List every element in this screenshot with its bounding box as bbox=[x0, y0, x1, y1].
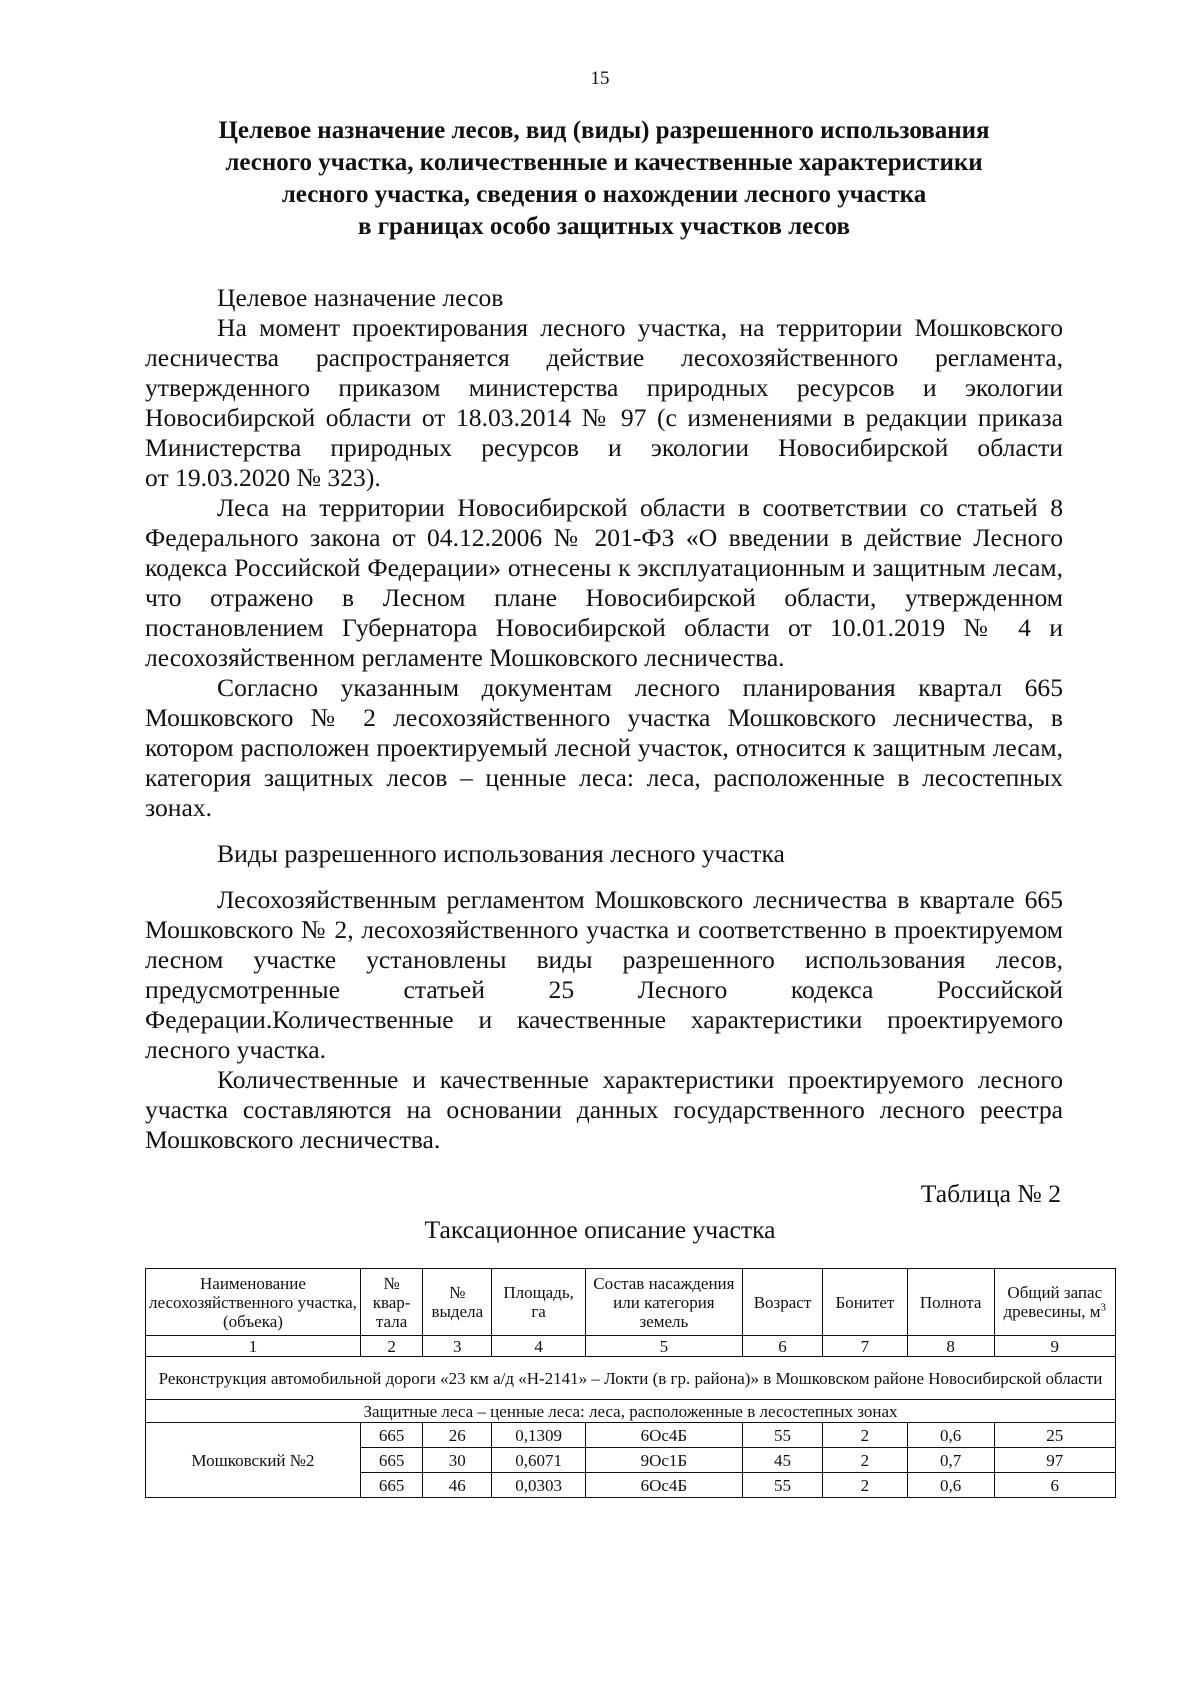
area-cell: 0,0303 bbox=[492, 1473, 586, 1498]
header-cell: Полнота bbox=[907, 1269, 994, 1336]
header-cell: № квар-тала bbox=[360, 1269, 422, 1336]
table-number-label: Таблица № 2 bbox=[920, 1179, 1061, 1208]
text-line: На момент проектирования лесного участка, на территории Мошковского bbox=[217, 313, 1063, 342]
paragraph bbox=[145, 885, 1063, 1065]
age-cell: 55 bbox=[742, 1473, 822, 1498]
header-cell: Площадь, га bbox=[492, 1269, 586, 1336]
age-cell: 45 bbox=[742, 1448, 822, 1473]
column-number: 6 bbox=[742, 1336, 822, 1357]
bonitet-cell: 2 bbox=[823, 1448, 908, 1473]
column-number: 8 bbox=[907, 1336, 994, 1357]
column-number: 2 bbox=[360, 1336, 422, 1357]
text-line: что отражено в Лесном плане Новосибирской области, утвержденном bbox=[145, 583, 1063, 612]
document-body bbox=[145, 283, 1063, 1155]
column-number-row bbox=[146, 1336, 1116, 1357]
composition-cell: 6Ос4Б bbox=[585, 1473, 742, 1498]
taxation-table bbox=[145, 1268, 1116, 1498]
text-line: лесного участка. bbox=[145, 1035, 327, 1064]
text-line: постановлением Губернатора Новосибирской области от 10.01.2019 № 4 и bbox=[145, 613, 1063, 642]
column-number: 3 bbox=[423, 1336, 492, 1357]
vydel-cell: 26 bbox=[423, 1423, 492, 1448]
bonitet-cell: 2 bbox=[823, 1473, 908, 1498]
paragraph bbox=[145, 673, 1063, 823]
kvartal-cell: 665 bbox=[360, 1448, 422, 1473]
superscript: 3 bbox=[1100, 1301, 1107, 1314]
paragraph bbox=[145, 1065, 1063, 1155]
text-line: лесохозяйственном регламенте Мошковского лесничества. bbox=[145, 643, 785, 672]
text-line: котором расположен проектируемый лесной участок, относится к защитным лесам, bbox=[145, 733, 1063, 762]
text-line: категория защитных лесов – ценные леса: леса, расположенные в лесостепных bbox=[145, 763, 1063, 792]
text-line: утвержденного приказом министерства природных ресурсов и экологии bbox=[145, 373, 1063, 402]
table-header-row bbox=[146, 1269, 1116, 1336]
heading-line: лесного участка, количественные и качественные характеристики bbox=[225, 149, 983, 176]
header-cell: Бонитет bbox=[823, 1269, 908, 1336]
text-line: участка составляются на основании данных государственного лесного реестра bbox=[145, 1095, 1063, 1124]
project-row bbox=[146, 1357, 1116, 1400]
text-line: кодекса Российской Федерации» отнесены к эксплуатационным и защитным лесам, bbox=[145, 553, 1063, 582]
age-cell: 55 bbox=[742, 1423, 822, 1448]
kvartal-cell: 665 bbox=[360, 1423, 422, 1448]
text-line: лесничества распространяется действие лесохозяйственного регламента, bbox=[145, 343, 1063, 372]
site-name-cell: Мошковский №2 bbox=[146, 1423, 361, 1498]
section-heading bbox=[140, 115, 1068, 243]
paragraph bbox=[145, 313, 1063, 493]
subheading-forest-purpose: Целевое назначение лесов bbox=[217, 283, 504, 312]
vydel-cell: 30 bbox=[423, 1448, 492, 1473]
text-line: Леса на территории Новосибирской области в соответствии со статьей 8 bbox=[217, 493, 1063, 522]
paragraph bbox=[145, 493, 1063, 673]
text-line: Согласно указанным документам лесного планирования квартал 665 bbox=[217, 673, 1063, 702]
category-cell: Защитные леса – ценные леса: леса, расположенные в лесостепных зонах bbox=[146, 1400, 1116, 1423]
text-line: от 19.03.2020 № 323). bbox=[145, 463, 381, 492]
project-cell: Реконструкция автомобильной дороги «23 км а/д «Н-2141» – Локти (в гр. района)» в Мошковском районе Новосибирской области bbox=[146, 1357, 1116, 1400]
column-number: 4 bbox=[492, 1336, 586, 1357]
header-text: Общий запас древесины, м bbox=[1003, 1283, 1103, 1321]
text-line: Мошковского № 2 лесохозяйственного участка Мошковского лесничества, в bbox=[145, 703, 1063, 732]
column-number: 5 bbox=[585, 1336, 742, 1357]
header-cell: Наименование лесохозяйственного участка, (объека) bbox=[146, 1269, 361, 1336]
column-number: 1 bbox=[146, 1336, 361, 1357]
area-cell: 0,1309 bbox=[492, 1423, 586, 1448]
header-cell: Возраст bbox=[742, 1269, 822, 1336]
text-line: Федерации.Количественные и качественные характеристики проектируемого bbox=[145, 1005, 1063, 1034]
text-line: Лесохозяйственным регламентом Мошковского лесничества в квартале 665 bbox=[217, 885, 1063, 914]
column-number: 7 bbox=[823, 1336, 908, 1357]
composition-cell: 6Ос4Б bbox=[585, 1423, 742, 1448]
heading-line: Целевое назначение лесов, вид (виды) разрешенного использования bbox=[218, 117, 990, 144]
text-line: Количественные и качественные характеристики проектируемого лесного bbox=[217, 1065, 1063, 1094]
column-number: 9 bbox=[994, 1336, 1115, 1357]
header-cell: Состав насаждения или категория земель bbox=[585, 1269, 742, 1336]
page-number: 15 bbox=[590, 68, 610, 89]
polnota-cell: 0,6 bbox=[907, 1473, 994, 1498]
bonitet-cell: 2 bbox=[823, 1423, 908, 1448]
table-row bbox=[146, 1423, 1116, 1448]
category-row bbox=[146, 1400, 1116, 1423]
text-line: зонах. bbox=[145, 793, 213, 822]
subheading-permitted-use: Виды разрешенного использования лесного участка bbox=[217, 839, 785, 868]
polnota-cell: 0,7 bbox=[907, 1448, 994, 1473]
table-title: Таксационное описание участка bbox=[424, 1215, 776, 1244]
stock-cell: 25 bbox=[994, 1423, 1115, 1448]
text-line: Федерального закона от 04.12.2006 № 201-ФЗ «О введении в действие Лесного bbox=[145, 523, 1063, 552]
text-line: лесном участке установлены виды разрешенного использования лесов, bbox=[145, 945, 1063, 974]
stock-cell: 97 bbox=[994, 1448, 1115, 1473]
text-line: Новосибирской области от 18.03.2014 № 97 (с изменениями в редакции приказа bbox=[145, 403, 1063, 432]
text-line: Министерства природных ресурсов и экологии Новосибирской области bbox=[145, 433, 1063, 462]
heading-line: лесного участка, сведения о нахождении лесного участка bbox=[281, 181, 927, 208]
header-cell bbox=[994, 1269, 1115, 1336]
area-cell: 0,6071 bbox=[492, 1448, 586, 1473]
heading-line: в границах особо защитных участков лесов bbox=[357, 213, 851, 240]
text-line: Мошковского лесничества. bbox=[145, 1125, 441, 1154]
text-line: Мошковского № 2, лесохозяйственного участка и соответственно в проектируемом bbox=[145, 915, 1063, 944]
composition-cell: 9Ос1Б bbox=[585, 1448, 742, 1473]
stock-cell: 6 bbox=[994, 1473, 1115, 1498]
polnota-cell: 0,6 bbox=[907, 1423, 994, 1448]
vydel-cell: 46 bbox=[423, 1473, 492, 1498]
kvartal-cell: 665 bbox=[360, 1473, 422, 1498]
header-cell: № выдела bbox=[423, 1269, 492, 1336]
text-line: предусмотренные статьей 25 Лесного кодекса Российской bbox=[145, 975, 1063, 1004]
